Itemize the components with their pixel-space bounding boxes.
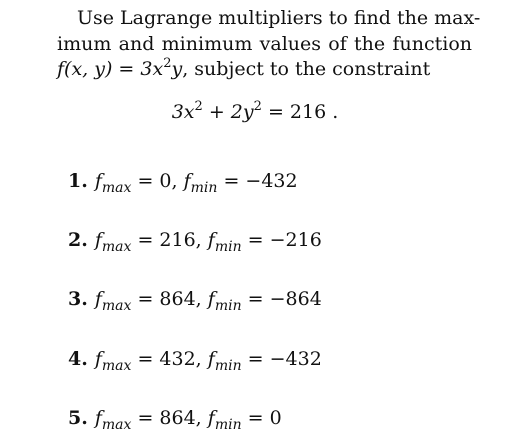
constraint-term-1: 3x <box>171 101 195 123</box>
choice-number: 4. <box>68 348 88 370</box>
choice-min-value: = 0 <box>241 407 282 429</box>
choice-f: f <box>94 348 102 370</box>
choice-number: 5. <box>68 407 88 429</box>
choice-f: f <box>207 407 215 429</box>
choice-f: f <box>94 170 102 192</box>
choice-min-value: = −432 <box>241 348 322 370</box>
choice-min-value: = −432 <box>217 170 298 192</box>
choice-f: f <box>207 229 215 251</box>
constraint-term-3: = 216 . <box>261 101 339 123</box>
choice-number: 3. <box>68 288 88 310</box>
function-exponent: 2 <box>163 56 172 71</box>
choice-min-subscript: min <box>214 417 242 433</box>
answer-choice-3[interactable] <box>68 287 322 314</box>
choice-f: f <box>94 229 102 251</box>
problem-statement <box>57 6 481 83</box>
choice-f: f <box>207 288 215 310</box>
choice-max-subscript: max <box>101 358 132 374</box>
choice-max-subscript: max <box>101 180 132 196</box>
choice-max-subscript: max <box>101 239 132 255</box>
choice-max-value: = 864, <box>131 288 208 310</box>
choice-max-subscript: max <box>101 298 132 314</box>
choice-max-subscript: max <box>101 417 132 433</box>
choice-min-subscript: min <box>214 239 242 255</box>
choice-f: f <box>207 348 215 370</box>
choice-min-subscript: min <box>214 298 242 314</box>
constraint-exp-2: 2 <box>253 99 262 114</box>
choice-f: f <box>183 170 191 192</box>
choice-f: f <box>94 288 102 310</box>
constraint-equation <box>0 100 510 124</box>
function-variable: y <box>171 58 183 80</box>
choice-max-value: = 864, <box>131 407 208 429</box>
choice-min-subscript: min <box>214 358 242 374</box>
choice-max-value: = 216, <box>131 229 208 251</box>
choice-number: 2. <box>68 229 88 251</box>
choice-min-subscript: min <box>190 180 218 196</box>
constraint-exp-1: 2 <box>194 99 203 114</box>
answer-choice-5[interactable] <box>68 406 282 433</box>
answer-choice-1[interactable] <box>68 169 298 196</box>
answer-choice-2[interactable] <box>68 228 322 255</box>
answer-choice-4[interactable] <box>68 347 322 374</box>
choice-min-value: = −216 <box>241 229 322 251</box>
choice-number: 1. <box>68 170 88 192</box>
problem-line-3 <box>57 57 472 83</box>
choice-f: f <box>94 407 102 429</box>
choice-max-value: = 432, <box>131 348 208 370</box>
problem-line-3-rest: , subject to the constraint <box>182 58 431 80</box>
function-definition: f(x, y) = 3x <box>57 58 164 80</box>
choice-min-value: = −864 <box>241 288 322 310</box>
choice-max-value: = 0, <box>131 170 184 192</box>
constraint-term-2: + 2y <box>202 101 254 123</box>
problem-line-2: imum and minimum values of the function <box>57 32 472 55</box>
problem-line-1: Use Lagrange multipliers to find the max- <box>77 7 481 29</box>
